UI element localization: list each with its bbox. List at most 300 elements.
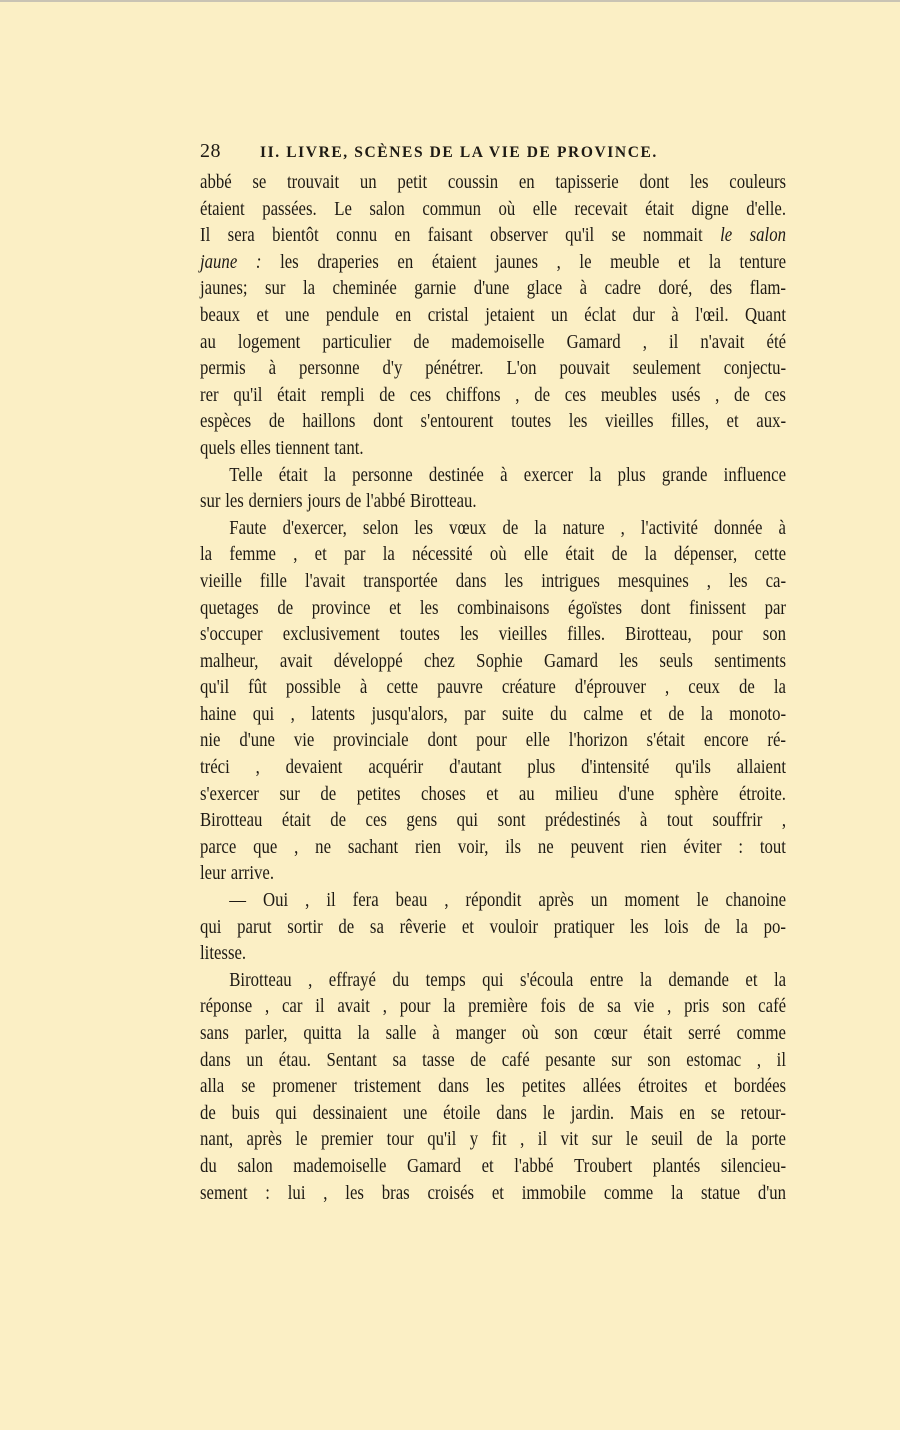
- word: finissent: [689, 597, 746, 619]
- word: digne: [691, 198, 729, 220]
- text-line: [200, 649, 786, 676]
- word: et: [678, 251, 691, 273]
- italic-word: jaune: [200, 251, 238, 273]
- word: nature: [562, 517, 605, 539]
- word: rien: [640, 836, 667, 858]
- word: l'œil.: [695, 304, 729, 326]
- word: de: [268, 411, 285, 433]
- word: tristement: [353, 1076, 421, 1098]
- word: s'occuper: [200, 624, 263, 646]
- word: abbé: [200, 172, 232, 193]
- book-page: [200, 140, 786, 1207]
- word: de: [611, 544, 628, 566]
- word: nommait: [643, 225, 703, 247]
- word: silencieu-: [720, 1155, 787, 1177]
- word: de: [738, 677, 755, 699]
- word: en: [394, 225, 411, 247]
- text-line: [200, 808, 786, 835]
- word: recevait: [574, 198, 628, 220]
- word: Troubert: [574, 1155, 633, 1177]
- word: parut: [237, 916, 272, 938]
- word: du: [550, 703, 567, 725]
- text-line: [200, 383, 786, 410]
- word: ,: [520, 1129, 525, 1151]
- word: ,: [665, 677, 670, 699]
- word: était: [278, 464, 308, 486]
- word: et: [704, 1076, 717, 1098]
- word: estomac: [686, 1049, 742, 1071]
- word: usés: [671, 384, 701, 406]
- word: les: [619, 650, 639, 672]
- text-line: [200, 1074, 786, 1101]
- word: jaunes;: [200, 278, 248, 300]
- word: filles.: [567, 624, 606, 646]
- word: et: [389, 597, 402, 619]
- word: et: [314, 544, 327, 566]
- word: statue: [700, 1182, 741, 1204]
- word: allaient: [736, 757, 787, 779]
- word: selon: [362, 517, 399, 539]
- text-line: [200, 409, 786, 436]
- word: égoïstes: [567, 597, 623, 619]
- text-line: [200, 596, 786, 623]
- word: ,: [264, 996, 270, 1018]
- word: donnée: [714, 517, 763, 539]
- word: répondit: [465, 890, 522, 912]
- word: cristal: [427, 304, 469, 326]
- word: tasse: [422, 1049, 455, 1071]
- word: arrive.: [230, 863, 275, 885]
- word: quitta: [303, 1023, 342, 1044]
- word: buis: [231, 1102, 260, 1124]
- word: café: [501, 1049, 530, 1071]
- word: pendule: [325, 304, 379, 326]
- word: observer: [489, 225, 548, 247]
- word: de: [277, 597, 294, 619]
- word: pris: [684, 996, 710, 1018]
- text-line: [200, 489, 786, 516]
- word: seuil: [651, 1129, 684, 1151]
- word: de: [470, 1049, 487, 1071]
- word: de: [338, 916, 355, 938]
- word: dont: [427, 730, 458, 752]
- word: éviter: [683, 836, 722, 858]
- word: pénétrer.: [425, 358, 484, 380]
- word: serré: [688, 1023, 721, 1044]
- word: pour: [399, 996, 431, 1018]
- word: temps: [425, 969, 466, 991]
- word: la: [773, 677, 786, 699]
- word: ,: [642, 331, 647, 353]
- word: les: [280, 251, 299, 273]
- word: jardin.: [570, 1102, 615, 1124]
- word: beaux: [200, 304, 241, 326]
- text-line: [200, 1101, 786, 1128]
- word: plus: [527, 757, 556, 779]
- word: les: [728, 570, 748, 592]
- word: sement: [200, 1182, 248, 1204]
- text-line: [200, 782, 786, 809]
- word: ,: [323, 1182, 328, 1204]
- word: la: [323, 464, 336, 486]
- word: particulier: [322, 331, 392, 353]
- word: il: [668, 331, 679, 353]
- word: la: [725, 1129, 738, 1151]
- word: d'elle.: [746, 198, 787, 220]
- word: pour: [711, 624, 743, 646]
- word: les: [504, 570, 524, 592]
- word: un: [246, 1049, 264, 1071]
- word: faisant: [427, 225, 473, 247]
- word: doré,: [658, 278, 693, 300]
- word: personne: [299, 358, 360, 380]
- word: le: [542, 1102, 555, 1124]
- word: tant.: [334, 437, 364, 459]
- word: ils: [505, 836, 522, 858]
- word: nant,: [200, 1129, 234, 1151]
- word: conjectu-: [723, 358, 787, 380]
- text-line: [200, 888, 786, 915]
- word: elle: [532, 198, 558, 220]
- word: éclat: [584, 304, 616, 326]
- word: pour: [476, 730, 507, 752]
- word: nécessité: [412, 544, 473, 566]
- word: de: [704, 916, 721, 938]
- word: rempli: [320, 384, 365, 406]
- word: immobile: [521, 1182, 587, 1204]
- word: sortir: [287, 916, 323, 938]
- word: petites: [356, 783, 401, 805]
- word: haine: [200, 703, 237, 725]
- word: ces: [365, 810, 387, 832]
- word: vieille: [200, 570, 242, 592]
- word: salon: [369, 198, 405, 220]
- word: quels: [200, 437, 236, 459]
- word: ceux: [688, 677, 720, 699]
- word: la: [357, 1023, 370, 1044]
- word: Il: [200, 225, 211, 247]
- word: d'une: [473, 278, 510, 300]
- word: se: [241, 1076, 256, 1098]
- word: ,: [290, 703, 295, 725]
- word: les: [414, 517, 434, 539]
- word: plantés: [652, 1155, 701, 1177]
- word: qu'il: [427, 1129, 457, 1151]
- word: comme: [603, 1182, 654, 1204]
- word: et: [486, 783, 499, 805]
- word: avait: [279, 650, 313, 672]
- word: et: [726, 411, 739, 433]
- word: provinciale: [333, 730, 409, 752]
- text-line: [200, 728, 786, 755]
- word: à: [671, 304, 679, 326]
- word: qui: [456, 810, 479, 832]
- word: ,: [382, 996, 387, 1018]
- text-line: [200, 356, 786, 383]
- word: sont: [497, 810, 526, 832]
- word: parler,: [244, 1023, 288, 1044]
- word: les: [345, 1182, 364, 1204]
- text-line: [200, 542, 786, 569]
- word: Sentant: [326, 1049, 377, 1071]
- word: L'on: [506, 358, 537, 380]
- word: ca-: [765, 570, 787, 592]
- word: son: [554, 1023, 578, 1044]
- word: encore: [703, 730, 749, 752]
- word: parce: [200, 836, 237, 858]
- word: par: [344, 544, 366, 566]
- word: en: [395, 304, 412, 326]
- word: grande: [661, 464, 708, 486]
- word: transportée: [363, 570, 438, 592]
- word: rer: [200, 384, 219, 406]
- word: premier: [321, 1129, 374, 1151]
- word: bras: [381, 1182, 410, 1204]
- word: les: [630, 916, 649, 938]
- word: sur: [611, 1049, 632, 1071]
- word: la: [534, 517, 547, 539]
- word: et: [481, 1155, 494, 1177]
- word: cette: [386, 677, 419, 699]
- text-line: [200, 941, 786, 968]
- word: moment: [624, 890, 680, 912]
- word: haillons: [302, 411, 356, 433]
- word: pouvait: [559, 358, 610, 380]
- word: ré-: [767, 730, 786, 752]
- word: était: [277, 384, 307, 406]
- text-line: [200, 1048, 786, 1075]
- word: fille: [259, 570, 287, 592]
- word: toutes: [399, 624, 440, 646]
- word: sachant: [347, 836, 399, 858]
- word: de: [733, 384, 750, 406]
- word: vieilles: [605, 411, 654, 433]
- word: la: [443, 996, 456, 1018]
- word: glace: [526, 278, 563, 300]
- word: dur: [632, 304, 655, 326]
- word: dessinaient: [312, 1102, 388, 1124]
- word: la: [773, 969, 787, 991]
- word: avait: [337, 996, 370, 1018]
- word: nie: [200, 730, 221, 752]
- text-line: [200, 675, 786, 702]
- word: latents: [311, 703, 356, 725]
- text-line: [200, 1181, 786, 1208]
- word: les: [419, 597, 439, 619]
- text-line: [200, 569, 786, 596]
- word: le: [295, 1129, 308, 1151]
- word: seuls: [659, 650, 693, 672]
- word: sans: [200, 1023, 229, 1044]
- word: jaunes: [495, 251, 538, 273]
- word: tiennent: [275, 437, 330, 459]
- word: sa: [392, 1049, 407, 1071]
- word: première: [468, 996, 528, 1018]
- word: Gamard: [566, 331, 621, 353]
- text-line: [200, 1021, 786, 1048]
- word: Gamard: [407, 1155, 462, 1177]
- word: dans: [455, 570, 487, 592]
- text-line: [200, 1154, 786, 1181]
- word: il: [326, 890, 336, 912]
- word: à: [579, 278, 588, 300]
- word: dont: [639, 172, 670, 193]
- text-line: [200, 968, 786, 995]
- word: de: [200, 1102, 216, 1124]
- word: qui: [200, 916, 222, 938]
- word: après: [246, 1129, 282, 1151]
- word: logement: [237, 331, 301, 353]
- word: malheur,: [200, 650, 259, 672]
- text-line: [200, 197, 786, 224]
- word: en: [397, 251, 414, 273]
- word: une: [285, 304, 310, 326]
- word: de: [345, 491, 362, 513]
- word: Telle: [229, 464, 263, 486]
- running-head: [200, 140, 786, 170]
- word: de: [379, 384, 396, 406]
- word: dans: [438, 1076, 469, 1098]
- word: meuble: [610, 251, 660, 273]
- word: la: [735, 916, 748, 938]
- word: jusqu'alors,: [371, 703, 448, 725]
- word: devaient: [285, 757, 343, 779]
- text-line: [200, 835, 786, 862]
- word: permis: [200, 358, 246, 380]
- word: les: [225, 491, 244, 513]
- word: gens: [406, 810, 438, 832]
- word: sa: [607, 996, 622, 1018]
- word: tout: [666, 810, 693, 832]
- word: du: [200, 1155, 217, 1177]
- word: les: [486, 1076, 505, 1098]
- word: il: [315, 996, 325, 1018]
- word: son: [762, 624, 787, 646]
- word: l'abbé: [514, 1155, 554, 1177]
- word: où: [521, 1023, 539, 1044]
- word: la: [708, 251, 721, 273]
- word: par: [464, 703, 486, 725]
- word: demande: [668, 969, 729, 991]
- word: plus: [617, 464, 646, 486]
- word: de: [320, 783, 337, 805]
- word: l'abbé: [365, 491, 406, 513]
- word: Mais: [629, 1102, 664, 1124]
- word: après: [538, 890, 574, 912]
- word: un: [551, 304, 568, 326]
- text-line: [200, 223, 786, 250]
- word: étau.: [278, 1049, 311, 1071]
- word: choses: [421, 783, 466, 805]
- word: petites: [521, 1076, 566, 1098]
- word: se: [710, 1102, 725, 1124]
- word: retour-: [740, 1102, 786, 1124]
- word: rien: [414, 836, 442, 858]
- word: ne: [537, 836, 554, 858]
- word: et: [256, 304, 269, 326]
- word: la: [639, 969, 652, 991]
- text-line: [200, 861, 786, 888]
- word: tenture: [739, 251, 787, 273]
- word: effrayé: [328, 969, 376, 991]
- word: pratiquer: [553, 916, 615, 938]
- word: ,: [715, 384, 720, 406]
- word: litesse.: [200, 943, 247, 965]
- word: bordées: [733, 1076, 787, 1098]
- word: la: [200, 544, 213, 566]
- word: qui: [482, 969, 504, 991]
- word: calme: [583, 703, 624, 725]
- word: en: [679, 1102, 696, 1124]
- word: fera: [352, 890, 379, 912]
- word: le: [625, 1129, 638, 1151]
- word: dépenser,: [674, 544, 738, 566]
- word: l'activité: [640, 517, 698, 539]
- word: Faute: [229, 517, 267, 539]
- word: l'avait: [304, 570, 346, 592]
- word: des: [709, 278, 733, 300]
- word: ne: [315, 836, 332, 858]
- word: peuvent: [570, 836, 624, 858]
- word: pesante: [545, 1049, 596, 1071]
- word: en: [518, 172, 535, 193]
- word: elle: [523, 544, 549, 566]
- word: milieu: [555, 783, 599, 805]
- word: ,: [444, 890, 449, 912]
- word: rêverie: [399, 916, 447, 938]
- word: créature: [501, 677, 556, 699]
- word: réponse: [200, 996, 253, 1018]
- word: de: [413, 331, 430, 353]
- word: leur: [200, 863, 227, 885]
- word: Birotteau: [200, 810, 263, 832]
- text-line: [200, 250, 786, 277]
- word: ,: [756, 1049, 762, 1071]
- word: d'autant: [449, 757, 502, 779]
- word: son: [647, 1049, 671, 1071]
- running-head-title: II. LIVRE, SCÈNES DE LA VIE DE PROVINCE.: [260, 144, 658, 161]
- word: jours: [307, 491, 341, 513]
- scan-top-edge: [0, 0, 900, 2]
- word: s'exercer: [200, 783, 259, 805]
- word: qu'ils: [675, 757, 711, 779]
- word: fût: [248, 677, 267, 699]
- word: tapisserie: [555, 172, 619, 193]
- word: la: [382, 544, 395, 566]
- word: sur: [279, 783, 300, 805]
- word: d'une: [239, 730, 275, 752]
- word: de: [696, 1129, 713, 1151]
- italic-word: salon: [749, 225, 786, 247]
- word: ,: [620, 517, 625, 539]
- word: mesquines: [617, 570, 689, 592]
- word: au: [518, 783, 535, 805]
- word: à: [500, 464, 508, 486]
- word: se: [252, 172, 267, 193]
- word: chiffons: [445, 384, 501, 406]
- word: d'exercer,: [282, 517, 347, 539]
- word: il: [537, 1129, 548, 1151]
- word: de: [668, 703, 685, 725]
- word: à: [268, 358, 277, 380]
- word: lois: [664, 916, 689, 938]
- word: la: [589, 464, 602, 486]
- word: qui: [252, 703, 275, 725]
- word: souffrir: [712, 810, 763, 832]
- word: au: [200, 331, 216, 353]
- word: voir,: [457, 836, 489, 858]
- word: qu'il: [200, 677, 230, 699]
